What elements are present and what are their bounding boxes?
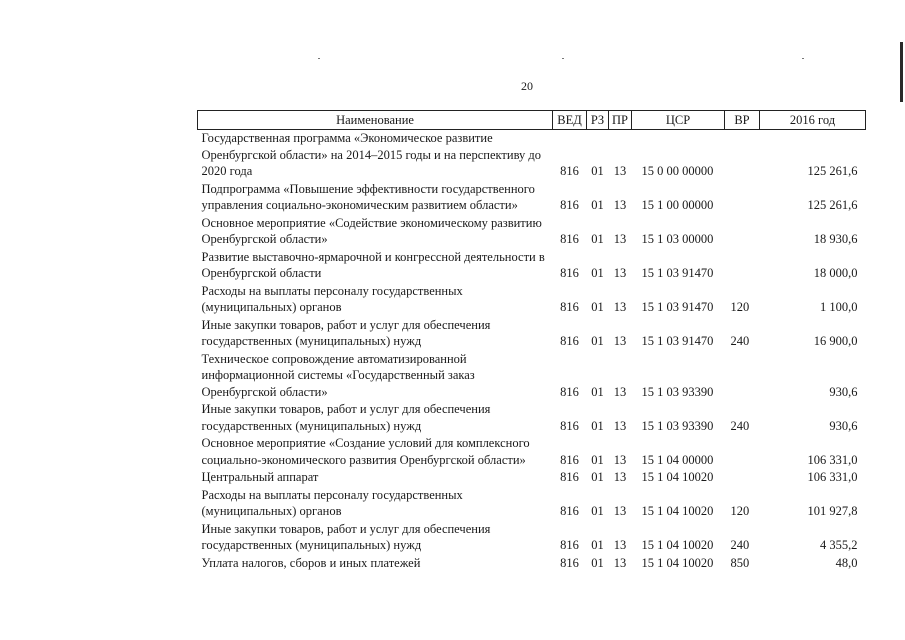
cell-rz: 01	[591, 452, 604, 467]
cell-pr: 13	[613, 334, 627, 348]
cell-rz: 01	[591, 418, 604, 433]
cell-rz: 01	[591, 555, 604, 570]
cell-sum: 106 331,0	[807, 452, 858, 467]
cell-ved: 816	[560, 504, 579, 518]
cell-ved: 816	[560, 538, 579, 552]
cell-sum: 125 261,6	[807, 198, 858, 212]
cell-ved: 816	[560, 232, 579, 246]
cell-name: Уплата налогов, сборов и иных платежей	[201, 555, 421, 570]
cell-ved: 816	[560, 198, 579, 212]
cell-vr	[725, 181, 760, 215]
scan-speck	[802, 58, 804, 59]
cell-sum: 48,0	[835, 555, 858, 570]
cell-vr	[725, 351, 760, 402]
cell-pr: 13	[613, 232, 627, 246]
table-row	[198, 555, 866, 573]
page-number: 20	[521, 79, 533, 93]
cell-name: Государственная программа «Экономическое развитие Оренбургской области» на 2014–2015 годы и на перспективу до 2020 года	[201, 131, 542, 178]
cell-name: Центральный аппарат	[201, 470, 319, 484]
table-row	[198, 487, 866, 521]
header-csr: ЦСР	[632, 111, 725, 130]
cell-pr: 13	[613, 538, 627, 552]
cell-name: Иные закупки товаров, работ и услуг для обеспечения государственных (муниципальных) нужд	[201, 521, 491, 552]
cell-rz: 01	[591, 384, 604, 399]
budget-table	[197, 110, 866, 572]
cell-pr: 13	[613, 300, 627, 314]
cell-name: Иные закупки товаров, работ и услуг для обеспечения государственных (муниципальных) нужд	[201, 402, 491, 433]
cell-sum: 125 261,6	[807, 164, 858, 178]
cell-name: Техническое сопровождение автоматизированной информационной системы «Государственный заказ Оренбургской области»	[201, 351, 475, 399]
scan-speck	[318, 58, 320, 59]
cell-name: Расходы на выплаты персоналу государственных (муниципальных) органов	[201, 487, 463, 518]
cell-ved: 816	[560, 334, 579, 348]
header-name: Наименование	[198, 111, 553, 130]
cell-ved: 816	[560, 555, 579, 570]
table-row	[198, 317, 866, 351]
cell-sum: 101 927,8	[807, 504, 858, 518]
cell-pr: 13	[613, 555, 627, 570]
cell-vr	[725, 130, 760, 181]
cell-csr: 15 1 00 00000	[641, 198, 714, 212]
cell-name: Подпрограмма «Повышение эффективности государственного управления социально-экономическим развитием области»	[201, 181, 535, 212]
table-row	[198, 351, 866, 402]
cell-rz: 01	[591, 334, 604, 348]
cell-pr: 13	[613, 266, 627, 280]
table-row	[198, 249, 866, 283]
cell-ved: 816	[560, 266, 579, 280]
cell-csr: 15 1 03 93390	[641, 418, 714, 433]
cell-rz: 01	[591, 504, 604, 518]
cell-name: Основное мероприятие «Создание условий для комплексного социально-экономического развития Оренбургской области»	[201, 436, 530, 467]
table-row	[198, 401, 866, 435]
cell-rz: 01	[591, 538, 604, 552]
table-row	[198, 435, 866, 469]
cell-ved: 816	[560, 452, 579, 467]
scan-speck	[562, 58, 564, 59]
cell-pr: 13	[613, 384, 627, 399]
cell-ved: 816	[560, 418, 579, 433]
cell-ved: 816	[560, 384, 579, 399]
cell-csr: 15 1 03 00000	[641, 232, 714, 246]
table-header-row	[198, 111, 866, 130]
cell-csr: 15 1 04 10020	[641, 538, 714, 552]
cell-csr: 15 1 03 91470	[641, 334, 714, 348]
cell-rz: 01	[591, 232, 604, 246]
cell-pr: 13	[613, 164, 627, 178]
cell-vr	[725, 215, 760, 249]
cell-rz: 01	[591, 470, 604, 484]
cell-vr	[725, 469, 760, 487]
cell-name: Основное мероприятие «Содействие экономическому развитию Оренбургской области»	[201, 215, 542, 246]
cell-pr: 13	[613, 470, 627, 484]
cell-sum: 1 100,0	[820, 300, 858, 314]
cell-sum: 18 000,0	[813, 266, 858, 280]
cell-csr: 15 1 04 10020	[641, 504, 714, 518]
cell-sum: 930,6	[829, 418, 858, 433]
header-rz: РЗ	[587, 111, 609, 130]
cell-csr: 15 1 04 10020	[641, 470, 714, 484]
table-row	[198, 181, 866, 215]
cell-sum: 106 331,0	[807, 470, 858, 484]
cell-csr: 15 1 03 93390	[641, 384, 714, 399]
cell-ved: 816	[560, 300, 579, 314]
cell-sum: 18 930,6	[813, 232, 858, 246]
table-row	[198, 469, 866, 487]
table-body	[198, 130, 866, 573]
cell-csr: 15 0 00 00000	[641, 164, 714, 178]
cell-csr: 15 1 03 91470	[641, 266, 714, 280]
cell-vr: 240	[730, 334, 750, 348]
cell-name: Расходы на выплаты персоналу государственных (муниципальных) органов	[201, 283, 463, 314]
header-ved: ВЕД	[553, 111, 587, 130]
cell-csr: 15 1 03 91470	[641, 300, 714, 314]
cell-pr: 13	[613, 504, 627, 518]
cell-csr: 15 1 04 10020	[641, 555, 714, 570]
header-pr: ПР	[609, 111, 632, 130]
cell-csr: 15 1 04 00000	[641, 452, 714, 467]
cell-name: Развитие выставочно-ярмарочной и конгрессной деятельности в Оренбургской области	[201, 249, 545, 280]
header-vr: ВР	[725, 111, 760, 130]
cell-sum: 16 900,0	[813, 334, 858, 348]
cell-rz: 01	[591, 164, 604, 178]
header-sum: 2016 год	[760, 111, 866, 130]
cell-vr: 850	[730, 555, 750, 570]
cell-vr: 240	[730, 418, 750, 433]
cell-ved: 816	[560, 164, 579, 178]
table-row	[198, 215, 866, 249]
cell-vr	[725, 249, 760, 283]
table-row	[198, 283, 866, 317]
cell-pr: 13	[613, 418, 627, 433]
cell-vr: 120	[730, 300, 750, 314]
cell-vr	[725, 435, 760, 469]
table-row	[198, 130, 866, 181]
cell-name: Иные закупки товаров, работ и услуг для обеспечения государственных (муниципальных) нужд	[201, 317, 491, 348]
cell-pr: 13	[613, 452, 627, 467]
cell-rz: 01	[591, 198, 604, 212]
cell-ved: 816	[560, 470, 579, 484]
cell-pr: 13	[613, 198, 627, 212]
cell-sum: 4 355,2	[820, 538, 858, 552]
cell-vr: 120	[730, 504, 750, 518]
cell-rz: 01	[591, 300, 604, 314]
table-row	[198, 521, 866, 555]
cell-vr: 240	[730, 538, 750, 552]
cell-sum: 930,6	[829, 384, 858, 399]
cell-rz: 01	[591, 266, 604, 280]
